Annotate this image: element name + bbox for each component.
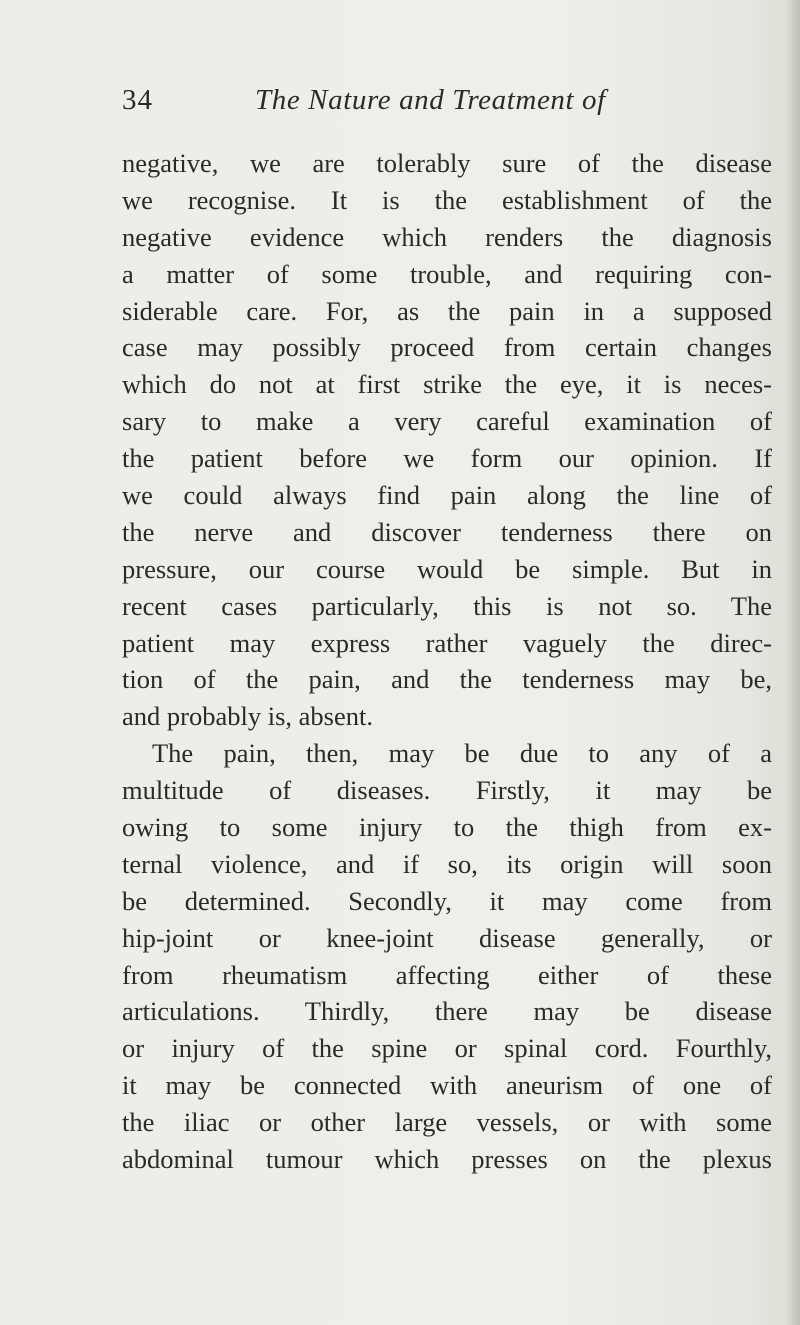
- text-line: negative evidence which renders the diagnosis: [122, 221, 772, 252]
- text-line: the iliac or other large vessels, or with some: [122, 1107, 772, 1138]
- text-line: patient may express rather vaguely the direc-: [122, 627, 772, 658]
- running-header: [122, 84, 767, 124]
- page-edge-shadow: [786, 0, 800, 1325]
- text-line: multitude of diseases. Firstly, it may be: [122, 775, 772, 806]
- text-line: siderable care. For, as the pain in a supposed: [122, 295, 772, 326]
- text-line: the nerve and discover tenderness there on: [122, 516, 772, 547]
- text-line: from rheumatism affecting either of these: [122, 959, 772, 990]
- text-line: negative, we are tolerably sure of the disease: [122, 148, 772, 178]
- text-line: case may possibly proceed from certain changes: [122, 332, 772, 363]
- text-line: we could always find pain along the line of: [122, 480, 772, 511]
- text-line: owing to some injury to the thigh from ex-: [122, 812, 772, 843]
- text-line: be determined. Secondly, it may come from: [122, 885, 772, 916]
- text-line: pressure, our course would be simple. But in: [122, 553, 772, 584]
- text-line: it may be connected with aneurism of one of: [122, 1070, 772, 1101]
- text-line: or injury of the spine or spinal cord. Fourthly,: [122, 1033, 772, 1064]
- text-line: which do not at first strike the eye, it is neces-: [122, 369, 772, 400]
- text-line: hip-joint or knee-joint disease generally, or: [122, 922, 772, 953]
- text-line: abdominal tumour which presses on the plexus: [122, 1144, 772, 1175]
- paragraph-start-line: The pain, then, may be due to any of a: [152, 738, 772, 769]
- paragraph-end-line: and probably is, absent.: [122, 701, 373, 732]
- text-line: a matter of some trouble, and requiring con-: [122, 258, 772, 289]
- text-line: recent cases particularly, this is not so. The: [122, 590, 772, 621]
- text-line: tion of the pain, and the tenderness may be,: [122, 664, 772, 695]
- text-line: articulations. Thirdly, there may be disease: [122, 996, 772, 1027]
- text-line: sary to make a very careful examination of: [122, 406, 772, 437]
- text-line: ternal violence, and if so, its origin will soon: [122, 848, 772, 879]
- body-text: [122, 145, 772, 1178]
- running-title: The Nature and Treatment of: [255, 84, 606, 116]
- text-line: the patient before we form our opinion. If: [122, 443, 772, 474]
- text-line: we recognise. It is the establishment of the: [122, 184, 772, 215]
- page-number: 34: [122, 84, 153, 116]
